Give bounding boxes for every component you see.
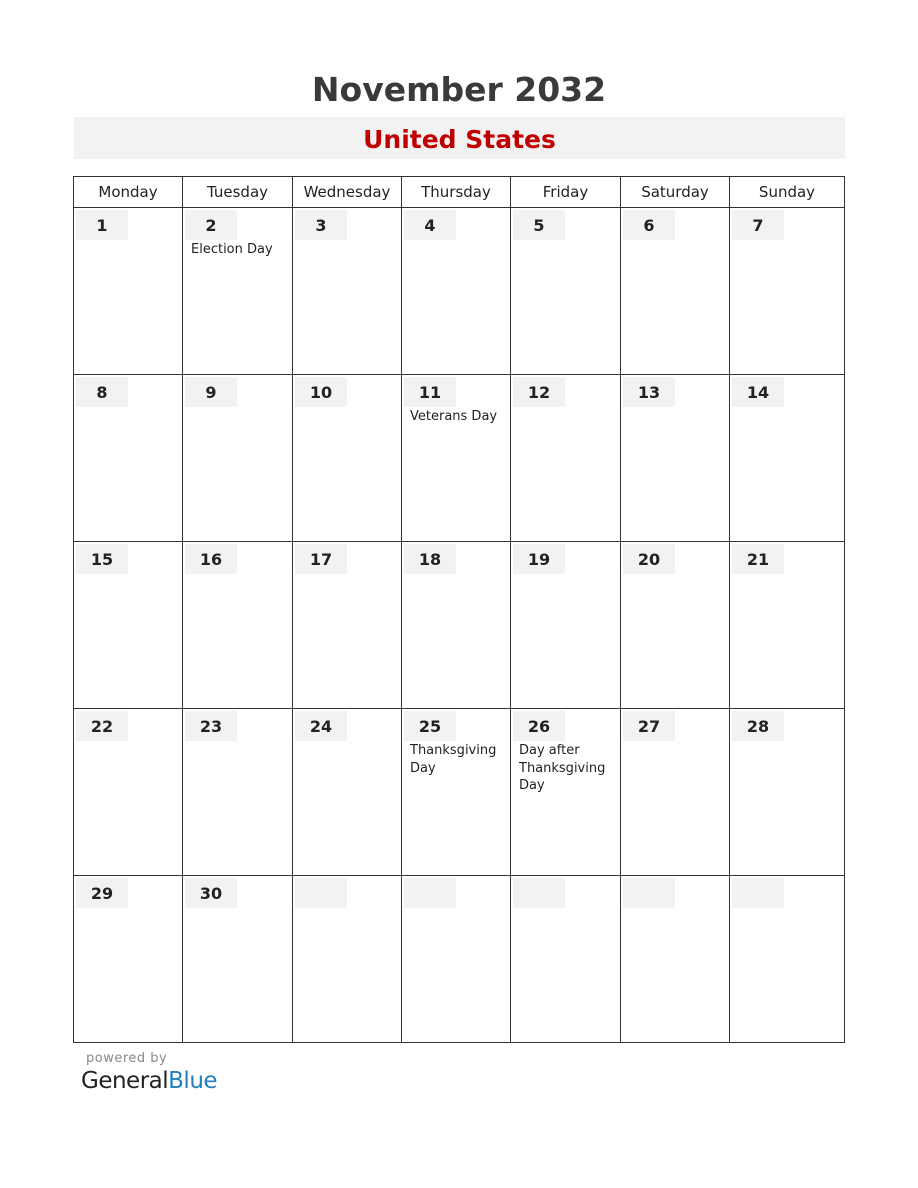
day-number: 7: [752, 216, 764, 235]
day-number-tab: [404, 544, 456, 574]
week-row: [74, 208, 845, 375]
day-cell[interactable]: [293, 709, 402, 876]
day-cell[interactable]: [730, 542, 845, 709]
day-cell[interactable]: [183, 709, 293, 876]
day-number: 1: [96, 216, 108, 235]
week-row: [74, 542, 845, 709]
day-number: 10: [309, 383, 333, 402]
weekday-wednesday: Wednesday: [293, 177, 402, 208]
day-number: 11: [418, 383, 442, 402]
day-cell[interactable]: [511, 876, 621, 1043]
day-number-tab: [513, 210, 565, 240]
weekday-monday: Monday: [74, 177, 183, 208]
day-number: 4: [424, 216, 436, 235]
day-number-tab: [185, 377, 237, 407]
day-cell[interactable]: [183, 876, 293, 1043]
day-number: 24: [309, 717, 333, 736]
day-number-tab: [76, 544, 128, 574]
day-number-tab: [513, 711, 565, 741]
day-number: 16: [199, 550, 223, 569]
day-cell[interactable]: [621, 542, 730, 709]
day-number-tab: [76, 210, 128, 240]
day-number-tab: [295, 544, 347, 574]
day-number: 30: [199, 884, 223, 903]
day-number-tab: [185, 210, 237, 240]
day-cell[interactable]: [511, 542, 621, 709]
day-number: 20: [637, 550, 661, 569]
day-number-tab: [185, 711, 237, 741]
day-number-tab: [732, 878, 784, 908]
day-cell[interactable]: [183, 208, 293, 375]
day-number: 21: [746, 550, 770, 569]
day-number: 12: [527, 383, 551, 402]
day-number-tab: [732, 544, 784, 574]
day-number: 5: [533, 216, 545, 235]
day-cell[interactable]: [730, 876, 845, 1043]
day-number: 13: [637, 383, 661, 402]
weekday-header-row: [74, 177, 845, 208]
weekday-friday: Friday: [511, 177, 621, 208]
day-number-tab: [404, 377, 456, 407]
day-number-tab: [76, 377, 128, 407]
day-cell[interactable]: [293, 542, 402, 709]
day-number-tab: [185, 544, 237, 574]
day-number-tab: [623, 878, 675, 908]
country-label: United States: [363, 125, 556, 154]
calendar-grid: [73, 176, 845, 1043]
day-cell[interactable]: [730, 375, 845, 542]
holiday-label: Veterans Day: [410, 409, 498, 424]
brand-general: General: [81, 1068, 169, 1094]
day-cell[interactable]: [621, 709, 730, 876]
day-number-tab: [513, 544, 565, 574]
holiday-label: Election Day: [191, 242, 273, 257]
day-number-tab: [623, 544, 675, 574]
day-number: 26: [527, 717, 551, 736]
day-cell[interactable]: [74, 709, 183, 876]
day-cell[interactable]: [402, 375, 511, 542]
weekday-tuesday: Tuesday: [183, 177, 293, 208]
week-row: [74, 876, 845, 1043]
day-number-tab: [732, 210, 784, 240]
day-number: 28: [746, 717, 770, 736]
day-cell[interactable]: [511, 208, 621, 375]
day-number: 27: [637, 717, 661, 736]
weekday-sunday: Sunday: [730, 177, 845, 208]
day-number-tab: [295, 377, 347, 407]
day-number: 8: [96, 383, 108, 402]
day-number-tab: [404, 711, 456, 741]
day-cell[interactable]: [730, 709, 845, 876]
day-cell[interactable]: [621, 208, 730, 375]
day-number: 3: [315, 216, 327, 235]
day-number: 15: [90, 550, 114, 569]
week-row: [74, 375, 845, 542]
day-number: 23: [199, 717, 223, 736]
holiday-label: Day after Thanksgiving Day: [519, 743, 606, 793]
calendar-title: November 2032: [311, 70, 607, 109]
day-cell[interactable]: [402, 709, 511, 876]
day-number: 25: [418, 717, 442, 736]
day-number: 22: [90, 717, 114, 736]
day-number: 19: [527, 550, 551, 569]
generalblue-logo[interactable]: [81, 1068, 217, 1094]
day-cell[interactable]: [74, 542, 183, 709]
day-cell[interactable]: [621, 876, 730, 1043]
day-cell[interactable]: [293, 876, 402, 1043]
day-number-tab: [404, 210, 456, 240]
day-cell[interactable]: [402, 208, 511, 375]
day-number-tab: [295, 711, 347, 741]
day-cell[interactable]: [511, 709, 621, 876]
day-number: 9: [205, 383, 217, 402]
day-number-tab: [732, 377, 784, 407]
weekday-saturday: Saturday: [621, 177, 730, 208]
day-number-tab: [513, 377, 565, 407]
day-number-tab: [76, 711, 128, 741]
day-cell[interactable]: [621, 375, 730, 542]
day-cell[interactable]: [293, 375, 402, 542]
country-band: [74, 117, 845, 159]
holiday-label: Thanksgiving Day: [410, 743, 497, 776]
day-number-tab: [295, 210, 347, 240]
day-number-tab: [732, 711, 784, 741]
week-row: [74, 709, 845, 876]
day-cell[interactable]: [74, 876, 183, 1043]
powered-by-label: powered by: [86, 1051, 168, 1066]
day-cell[interactable]: [183, 375, 293, 542]
day-number-tab: [623, 377, 675, 407]
day-cell[interactable]: [402, 876, 511, 1043]
day-number: 18: [418, 550, 442, 569]
day-number: 2: [205, 216, 217, 235]
day-number-tab: [185, 878, 237, 908]
day-cell[interactable]: [293, 208, 402, 375]
day-number-tab: [623, 711, 675, 741]
brand-blue: Blue: [168, 1068, 218, 1094]
day-number-tab: [76, 878, 128, 908]
day-number-tab: [623, 210, 675, 240]
day-cell[interactable]: [183, 542, 293, 709]
day-number-tab: [295, 878, 347, 908]
weekday-thursday: Thursday: [402, 177, 511, 208]
day-number-tab: [513, 878, 565, 908]
day-cell[interactable]: [74, 375, 183, 542]
day-cell[interactable]: [402, 542, 511, 709]
day-number-tab: [404, 878, 456, 908]
day-cell[interactable]: [74, 208, 183, 375]
day-number: 17: [309, 550, 333, 569]
day-number: 6: [643, 216, 655, 235]
day-number: 29: [90, 884, 114, 903]
day-cell[interactable]: [511, 375, 621, 542]
day-number: 14: [746, 383, 770, 402]
day-cell[interactable]: [730, 208, 845, 375]
